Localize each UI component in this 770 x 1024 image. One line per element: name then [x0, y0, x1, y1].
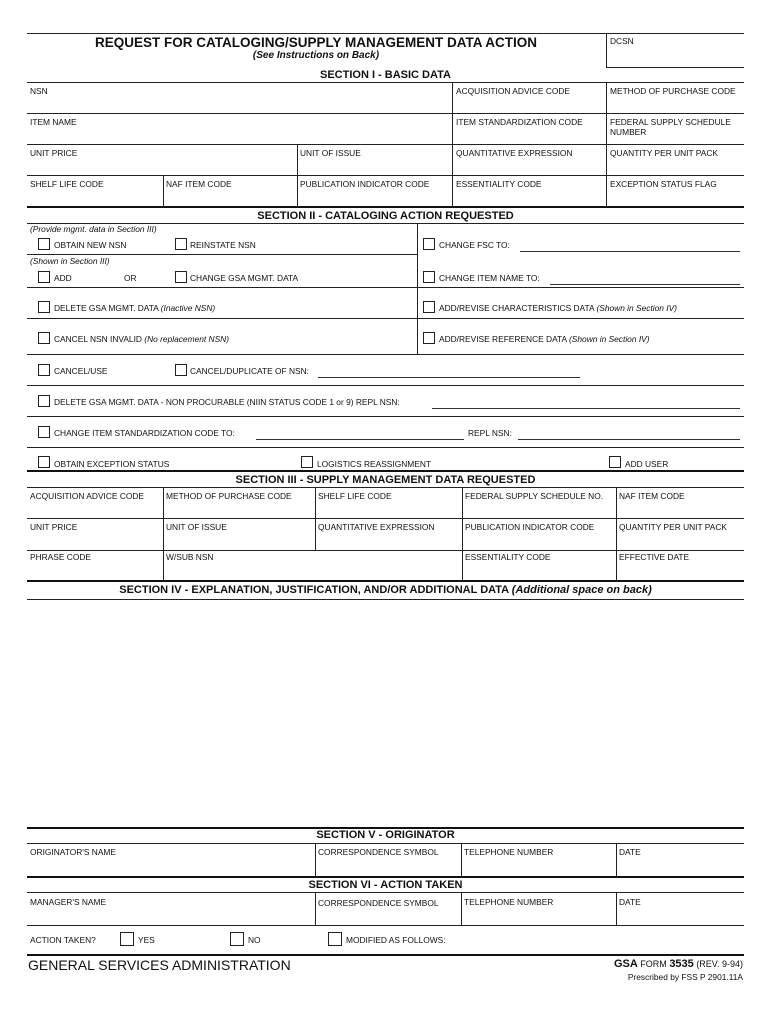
repl-nsn-field[interactable] — [518, 439, 740, 440]
logistics-reassignment-checkbox[interactable] — [301, 456, 313, 468]
section3-title: SECTION III - SUPPLY MANAGEMENT DATA REQUESTED — [235, 474, 536, 486]
obtain-new-nsn-checkbox[interactable] — [38, 238, 50, 250]
s3-essentiality: ESSENTIALITY CODE — [465, 552, 551, 562]
s6-bottom — [27, 954, 744, 956]
explanation-area[interactable] — [27, 600, 744, 826]
logistics-reassignment-label: LOGISTICS REASSIGNMENT — [317, 459, 432, 469]
s6-date: DATE — [619, 897, 641, 907]
form-number: GSA FORM 3535 (REV. 9-94) — [613, 958, 743, 970]
change-isc-field[interactable] — [256, 439, 464, 440]
s2-line-2 — [27, 287, 744, 288]
s1-line-0 — [27, 82, 744, 83]
s1-item-name: ITEM NAME — [30, 117, 77, 127]
no-checkbox[interactable] — [230, 932, 244, 946]
s3-effective-date: EFFECTIVE DATE — [619, 552, 690, 562]
s3-vline-d — [616, 487, 617, 580]
change-gsa-mgmt-checkbox[interactable] — [175, 271, 187, 283]
s3-phrase-code: PHRASE CODE — [30, 552, 91, 562]
dcsn-label: DCSN — [610, 36, 634, 46]
add-revise-char-label: ADD/REVISE CHARACTERISTICS DATA (Shown in Section IV) — [439, 303, 677, 313]
prescribed-by: Prescribed by FSS P 2901.11A — [627, 972, 743, 982]
s6-vline-b — [461, 892, 462, 925]
s2-bottom — [27, 470, 744, 472]
s3-line-0 — [27, 487, 744, 488]
add-revise-ref-label: ADD/REVISE REFERENCE DATA (Shown in Section IV) — [439, 334, 650, 344]
s1-essentiality: ESSENTIALITY CODE — [456, 179, 542, 189]
s5-line-0 — [27, 843, 744, 844]
obtain-new-nsn-label: OBTAIN NEW NSN — [54, 240, 127, 250]
s6-line-1 — [27, 925, 744, 926]
s2-vline — [417, 223, 418, 354]
s2-note-mgmt: (Provide mgmt. data in Section III) — [30, 224, 157, 234]
change-item-name-label: CHANGE ITEM NAME TO: — [439, 273, 540, 283]
change-gsa-mgmt-label: CHANGE GSA MGMT. DATA — [190, 273, 299, 283]
add-user-checkbox[interactable] — [609, 456, 621, 468]
s3-pub-indicator: PUBLICATION INDICATOR CODE — [465, 522, 595, 532]
s1-line-1 — [27, 113, 744, 114]
delete-gsa-mgmt-checkbox[interactable] — [38, 301, 50, 313]
s6-telephone: TELEPHONE NUMBER — [464, 897, 554, 907]
dcsn-divider — [606, 33, 607, 67]
delete-gsa-mgmt-label: DELETE GSA MGMT. DATA (Inactive NSN) — [54, 303, 216, 313]
s3-line-1 — [27, 518, 744, 519]
obtain-exception-label: OBTAIN EXCEPTION STATUS — [54, 459, 170, 469]
change-isc-label: CHANGE ITEM STANDARDIZATION CODE TO: — [54, 428, 235, 438]
s3-vline-c — [462, 487, 463, 580]
section1-title: SECTION I - BASIC DATA — [320, 69, 451, 81]
reinstate-nsn-label: REINSTATE NSN — [190, 240, 256, 250]
s2-line-6 — [27, 416, 744, 417]
change-fsc-checkbox[interactable] — [423, 238, 435, 250]
cancel-nsn-invalid-label: CANCEL NSN INVALID (No replacement NSN) — [54, 334, 230, 344]
section4-title: SECTION IV - EXPLANATION, JUSTIFICATION, AND/OR ADDITIONAL DATA (Additional space on back) — [119, 584, 652, 596]
cancel-duplicate-field[interactable] — [318, 377, 580, 378]
s3-fss-no: FEDERAL SUPPLY SCHEDULE NO. — [465, 491, 604, 501]
cancel-nsn-invalid-checkbox[interactable] — [38, 332, 50, 344]
cancel-duplicate-label: CANCEL/DUPLICATE OF NSN: — [190, 366, 309, 376]
s1-acq-advice: ACQUISITION ADVICE CODE — [456, 86, 571, 96]
s3-qty-unit-pack: QUANTITY PER UNIT PACK — [619, 522, 727, 532]
s3-method-purchase: METHOD OF PURCHASE CODE — [166, 491, 292, 501]
s5-vline-a — [315, 843, 316, 876]
change-fsc-label: CHANGE FSC TO: — [439, 240, 510, 250]
top-border — [27, 33, 744, 34]
s3-naf-item: NAF ITEM CODE — [619, 491, 685, 501]
section6-title: SECTION VI - ACTION TAKEN — [308, 879, 463, 891]
s2-line-5 — [27, 385, 744, 386]
s2-line-1 — [27, 254, 417, 255]
s5-corr-symbol: CORRESPONDENCE SYMBOL — [318, 847, 439, 857]
s5-originators-name: ORIGINATOR'S NAME — [30, 847, 116, 857]
s6-corr-symbol: CORRESPONDENCE SYMBOL — [318, 898, 439, 908]
cancel-use-label: CANCEL/USE — [54, 366, 108, 376]
s3-quant-expr: QUANTITATIVE EXPRESSION — [318, 522, 435, 532]
s3-unit-price: UNIT PRICE — [30, 522, 78, 532]
s1-unit-price: UNIT PRICE — [30, 148, 78, 158]
s1-method-purchase: METHOD OF PURCHASE CODE — [610, 86, 736, 96]
s5-vline-b — [461, 843, 462, 876]
action-taken-label: ACTION TAKEN? — [30, 935, 96, 945]
s1-exception-flag: EXCEPTION STATUS FLAG — [610, 179, 717, 189]
s1-shelf-life: SHELF LIFE CODE — [30, 179, 104, 189]
s3-unit-issue: UNIT OF ISSUE — [166, 522, 227, 532]
change-isc-checkbox[interactable] — [38, 426, 50, 438]
s3-vline-a — [163, 487, 164, 580]
s3-wsub-nsn: W/SUB NSN — [166, 552, 214, 562]
s5-bottom — [27, 876, 744, 878]
s1-nsn: NSN — [30, 86, 48, 96]
change-item-name-field[interactable] — [550, 284, 740, 285]
add-user-label: ADD USER — [625, 459, 669, 469]
s6-managers-name: MANAGER'S NAME — [30, 897, 107, 907]
s6-line-0 — [27, 892, 744, 893]
s3-acq-advice: ACQUISITION ADVICE CODE — [30, 491, 145, 501]
modified-checkbox[interactable] — [328, 932, 342, 946]
s2-line-7 — [27, 447, 744, 448]
s1-line-2 — [27, 144, 744, 145]
section2-title: SECTION II - CATALOGING ACTION REQUESTED — [257, 210, 514, 222]
s6-vline-a — [315, 892, 316, 925]
change-item-name-checkbox[interactable] — [423, 271, 435, 283]
s2-note-shown3: (Shown in Section III) — [30, 256, 110, 266]
delete-repl-nsn-field[interactable] — [432, 408, 740, 409]
s1-bottom — [27, 206, 744, 208]
add-checkbox[interactable] — [38, 271, 50, 283]
change-fsc-field[interactable] — [520, 251, 740, 252]
yes-checkbox[interactable] — [120, 932, 134, 946]
modified-label: MODIFIED AS FOLLOWS: — [346, 935, 446, 945]
add-label: ADD — [54, 273, 72, 283]
add-revise-ref-checkbox[interactable] — [423, 332, 435, 344]
obtain-exception-checkbox[interactable] — [38, 456, 50, 468]
s1-fss-number: FEDERAL SUPPLY SCHEDULE NUMBER — [610, 117, 731, 137]
or-label: OR — [124, 273, 137, 283]
s1-unit-issue: UNIT OF ISSUE — [300, 148, 361, 158]
s1-quant-expr: QUANTITATIVE EXPRESSION — [456, 148, 573, 158]
form-title: REQUEST FOR CATALOGING/SUPPLY MANAGEMENT DATA ACTION — [94, 35, 537, 50]
s2-line-3 — [27, 318, 744, 319]
section5-title: SECTION V - ORIGINATOR — [316, 829, 455, 841]
no-label: NO — [248, 935, 261, 945]
form-subtitle: (See Instructions on Back) — [252, 50, 380, 61]
cancel-use-checkbox[interactable] — [38, 364, 50, 376]
s3-line-2 — [27, 550, 744, 551]
delete-non-procurable-checkbox[interactable] — [38, 395, 50, 407]
s2-line-4 — [27, 354, 744, 355]
s1-vline-d — [163, 175, 164, 206]
s1-qty-unit-pack: QUANTITY PER UNIT PACK — [610, 148, 718, 158]
s3-shelf-life: SHELF LIFE CODE — [318, 491, 392, 501]
reinstate-nsn-checkbox[interactable] — [175, 238, 187, 250]
s1-pub-indicator: PUBLICATION INDICATOR CODE — [300, 179, 430, 189]
s1-line-3 — [27, 175, 744, 176]
dcsn-bottom — [606, 67, 744, 68]
s3-bottom — [27, 580, 744, 582]
agency-name: GENERAL SERVICES ADMINISTRATION — [28, 957, 291, 973]
s1-naf-item: NAF ITEM CODE — [166, 179, 232, 189]
add-revise-char-checkbox[interactable] — [423, 301, 435, 313]
cancel-duplicate-checkbox[interactable] — [175, 364, 187, 376]
s1-item-std-code: ITEM STANDARDIZATION CODE — [456, 117, 583, 127]
s5-vline-c — [616, 843, 617, 876]
repl-nsn-label: REPL NSN: — [468, 428, 512, 438]
s6-vline-c — [616, 892, 617, 925]
yes-label: YES — [138, 935, 155, 945]
delete-non-procurable-label: DELETE GSA MGMT. DATA - NON PROCURABLE (NIIN STATUS CODE 1 or 9) REPL NSN: — [54, 397, 400, 407]
s5-telephone: TELEPHONE NUMBER — [464, 847, 554, 857]
s5-date: DATE — [619, 847, 641, 857]
